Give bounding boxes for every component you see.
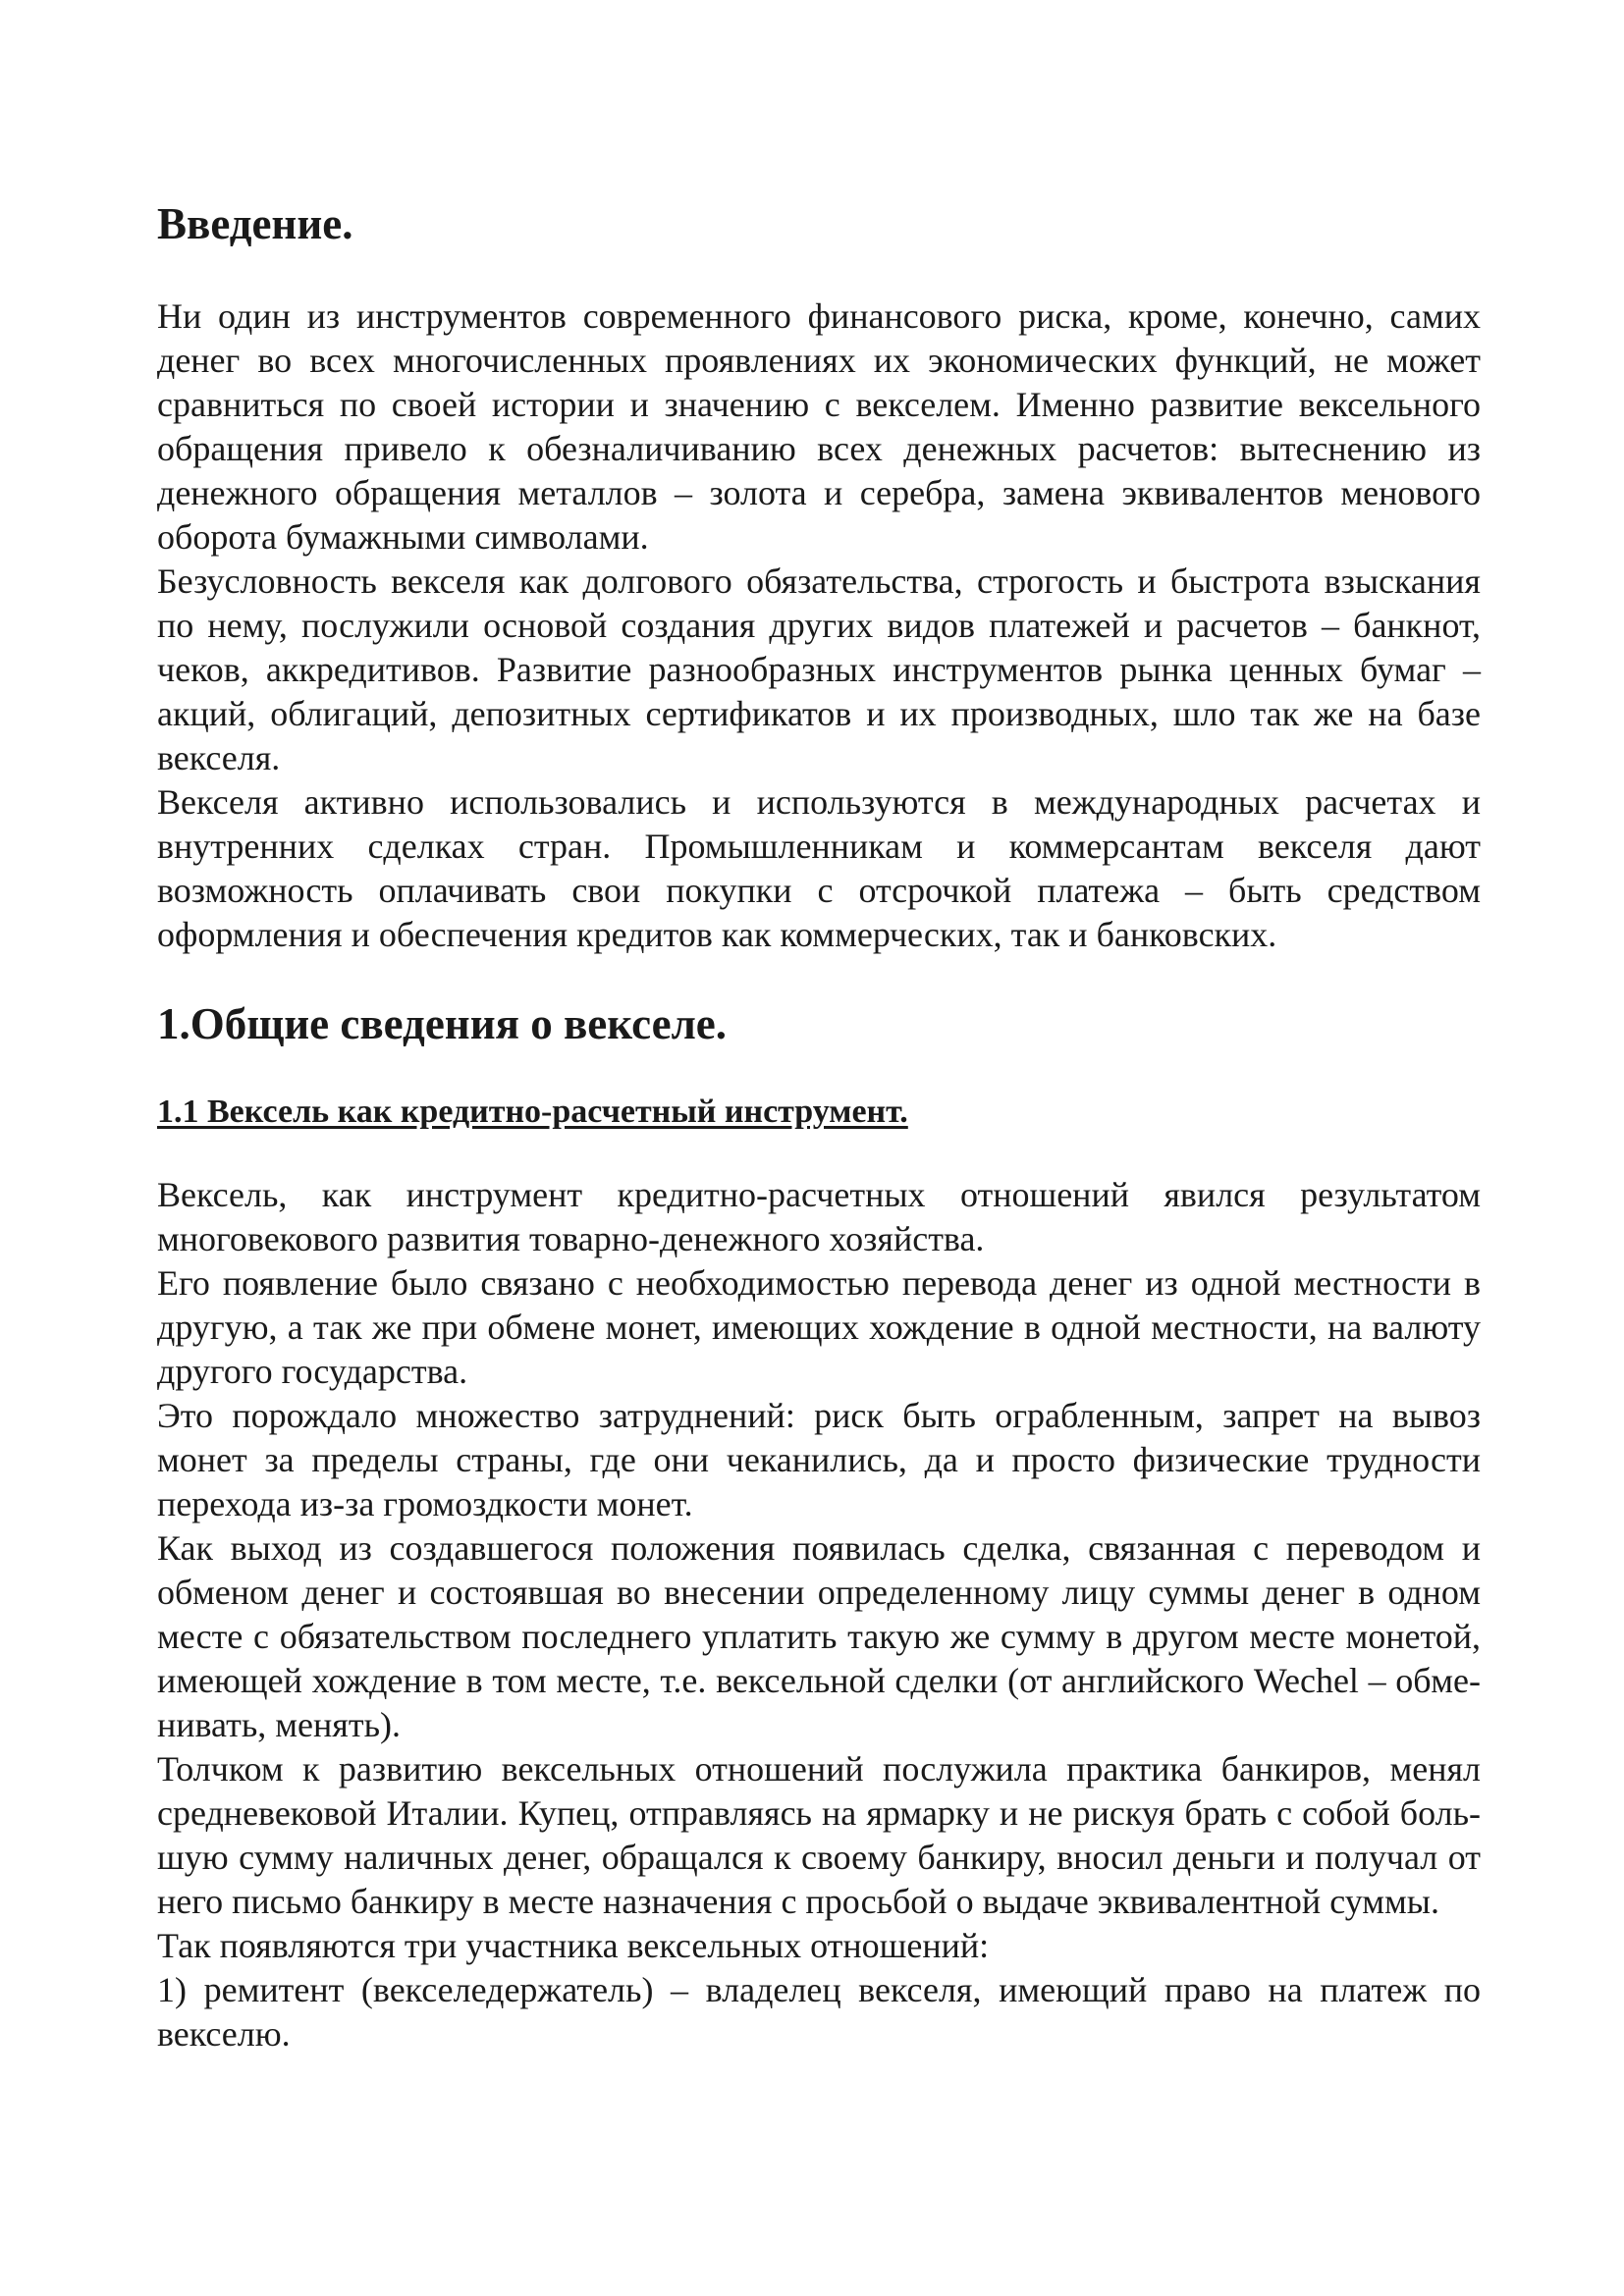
intro-paragraph: Векселя активно использовались и используются в международных расчетах и внутренних сделках стран. Промышленникам и коммерсантам векселя дают возможность оплачивать свои покупки с отсрочкой платежа – быть средством оформления и обеспечения кредитов как коммерческих, так и банковских. <box>157 782 1481 954</box>
body-paragraph: 1) ремитент (векселедержатель) – владелец векселя, имеющий право на платеж по векселю. <box>157 1970 1481 2054</box>
body-paragraph: Это порождало множество затруднений: риск быть ограбленным, запрет на вывоз монет за пределы страны, где они чеканились, да и просто физические трудности перехода из-за громоздкости монет. <box>157 1396 1481 1523</box>
document-page <box>157 196 1481 2056</box>
intro-paragraph: Безусловность векселя как долгового обязательства, строгость и быстрота взыскания по нему, послужили основой создания других видов платежей и расчетов – банкнот, чеков, аккредитивов. Развитие разнообразных инструментов рынка ценных бумаг – акций, облигаций, депозитных сертификатов и их производных, шло так же на базе векселя. <box>157 561 1481 777</box>
body-paragraph: Вексель, как инструмент кредитно-расчетных отношений явился результатом многовекового развития товарно-денежного хозяйства. <box>157 1175 1481 1258</box>
body-paragraph: Толчком к развитию вексельных отношений послужила практика банкиров, менял средневековой Италии. Купец, отправляясь на ярмарку и не рискуя брать с собой боль-шую сумму наличных денег, обращался к своему банкиру, вносил деньги и получал от него письмо банкиру в месте назначения с просьбой о выдаче эквивалентной суммы. <box>157 1749 1481 1921</box>
body-paragraph: Его появление было связано с необходимостью перевода денег из одной местности в другую, а так же при обмене монет, имеющих хождение в одной местности, на валюту другого государства. <box>157 1263 1481 1391</box>
subsection-heading: 1.1 Вексель как кредитно-расчетный инструмент. <box>157 1094 908 1130</box>
intro-paragraph: Ни один из инструментов современного финансового риска, кроме, конечно, самих денег во всех многочисленных проявлениях их экономических функций, не может сравниться по своей истории и значению с векселем. Именно развитие вексельного обращения привело к обезналичиванию всех денежных расчетов: вытеснению из денежного обращения металлов – золота и серебра, замена эквивалентов менового оборота бумажными символами. <box>157 296 1481 557</box>
intro-heading: Введение. <box>157 199 353 248</box>
section-heading: 1.Общие сведения о векселе. <box>157 999 728 1048</box>
body-paragraph: Как выход из создавшегося положения появилась сделка, связанная с переводом и обменом денег и состоявшая во внесении определенному лицу суммы денег в одном месте с обязательством последнего уплатить такую же сумму в другом месте монетой, имеющей хождение в том месте, т.е. вексельной сделки (от английского Wechel – обме-нивать, менять). <box>157 1528 1481 1744</box>
body-paragraph: Так появляются три участника вексельных отношений: <box>157 1926 990 1965</box>
